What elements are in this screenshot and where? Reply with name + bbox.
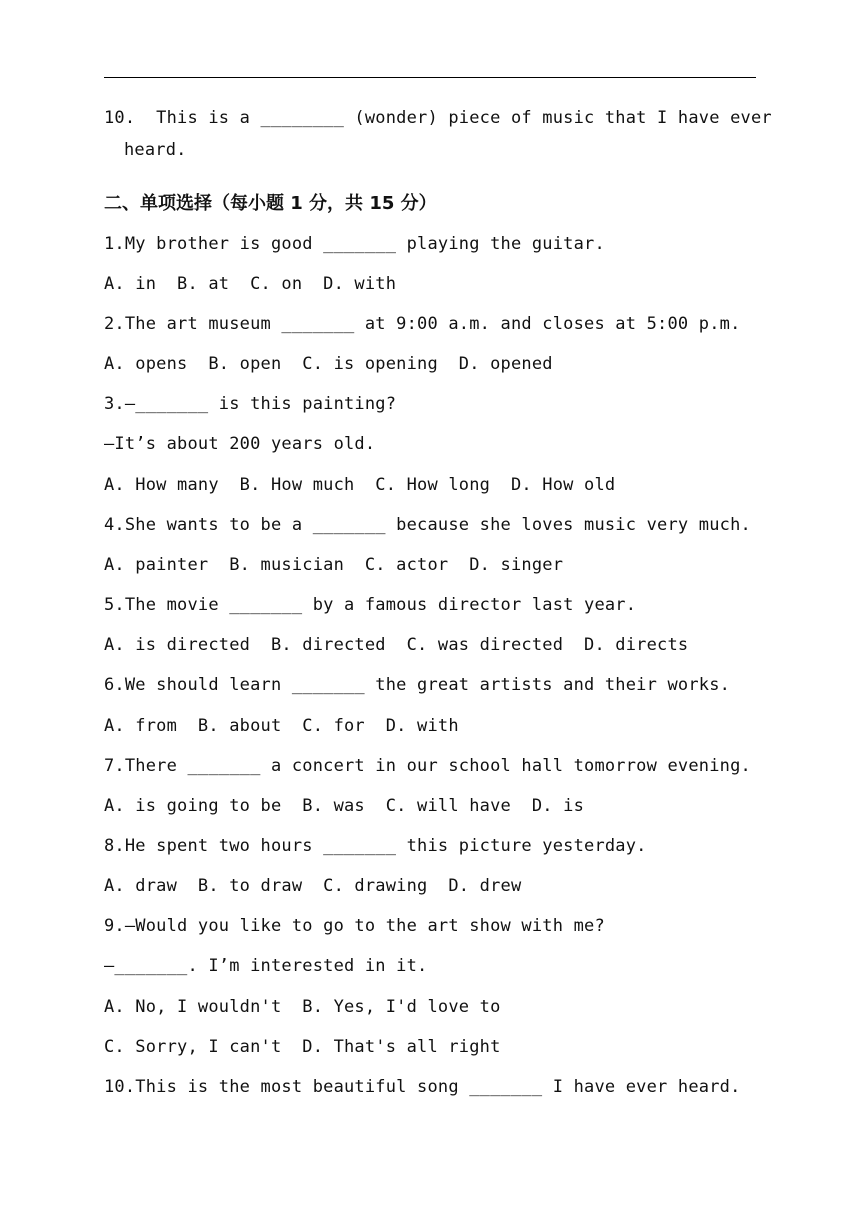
question-2-options: A. opens B. open C. is opening D. opened [104,354,553,374]
question-4-options: A. painter B. musician C. actor D. singer [104,555,564,575]
question-9-options-2: C. Sorry, I can't D. That's all right [104,1037,501,1057]
question-10-stem: 10.This is the most beautiful song _______ I have ever heard. [104,1077,741,1097]
question-9-options: A. No, I wouldn't B. Yes, I'd love to [104,997,501,1017]
prev-question-10-line2: heard. [124,140,187,160]
question-3-options: A. How many B. How much C. How long D. How old [104,475,616,495]
question-9-stem: 9.—Would you like to go to the art show with me? [104,916,605,936]
question-5-options: A. is directed B. directed C. was directed D. directs [104,635,689,655]
question-7-options: A. is going to be B. was C. will have D. is [104,796,585,816]
prev-question-10-line1: 10. This is a ________ (wonder) piece of music that I have ever [104,108,772,128]
section-title: 二、单项选择（每小题 1 分，共 15 分） [104,193,437,214]
question-4-stem: 4.She wants to be a _______ because she loves music very much. [104,515,751,535]
question-7-stem: 7.There _______ a concert in our school hall tomorrow evening. [104,756,751,776]
question-3-stem: 3.—_______ is this painting? [104,394,397,414]
question-2-stem: 2.The art museum _______ at 9:00 a.m. and closes at 5:00 p.m. [104,314,741,334]
question-9-reply: —_______. I’m interested in it. [104,956,428,976]
question-1-stem: 1.My brother is good _______ playing the guitar. [104,234,605,254]
question-5-stem: 5.The movie _______ by a famous director last year. [104,595,637,615]
question-6-stem: 6.We should learn _______ the great artists and their works. [104,675,731,695]
question-8-stem: 8.He spent two hours _______ this picture yesterday. [104,836,647,856]
question-1-options: A. in B. at C. on D. with [104,274,397,294]
header-rule [104,77,756,78]
question-6-options: A. from B. about C. for D. with [104,716,459,736]
question-3-reply: —It’s about 200 years old. [104,434,376,454]
question-8-options: A. draw B. to draw C. drawing D. drew [104,876,522,896]
